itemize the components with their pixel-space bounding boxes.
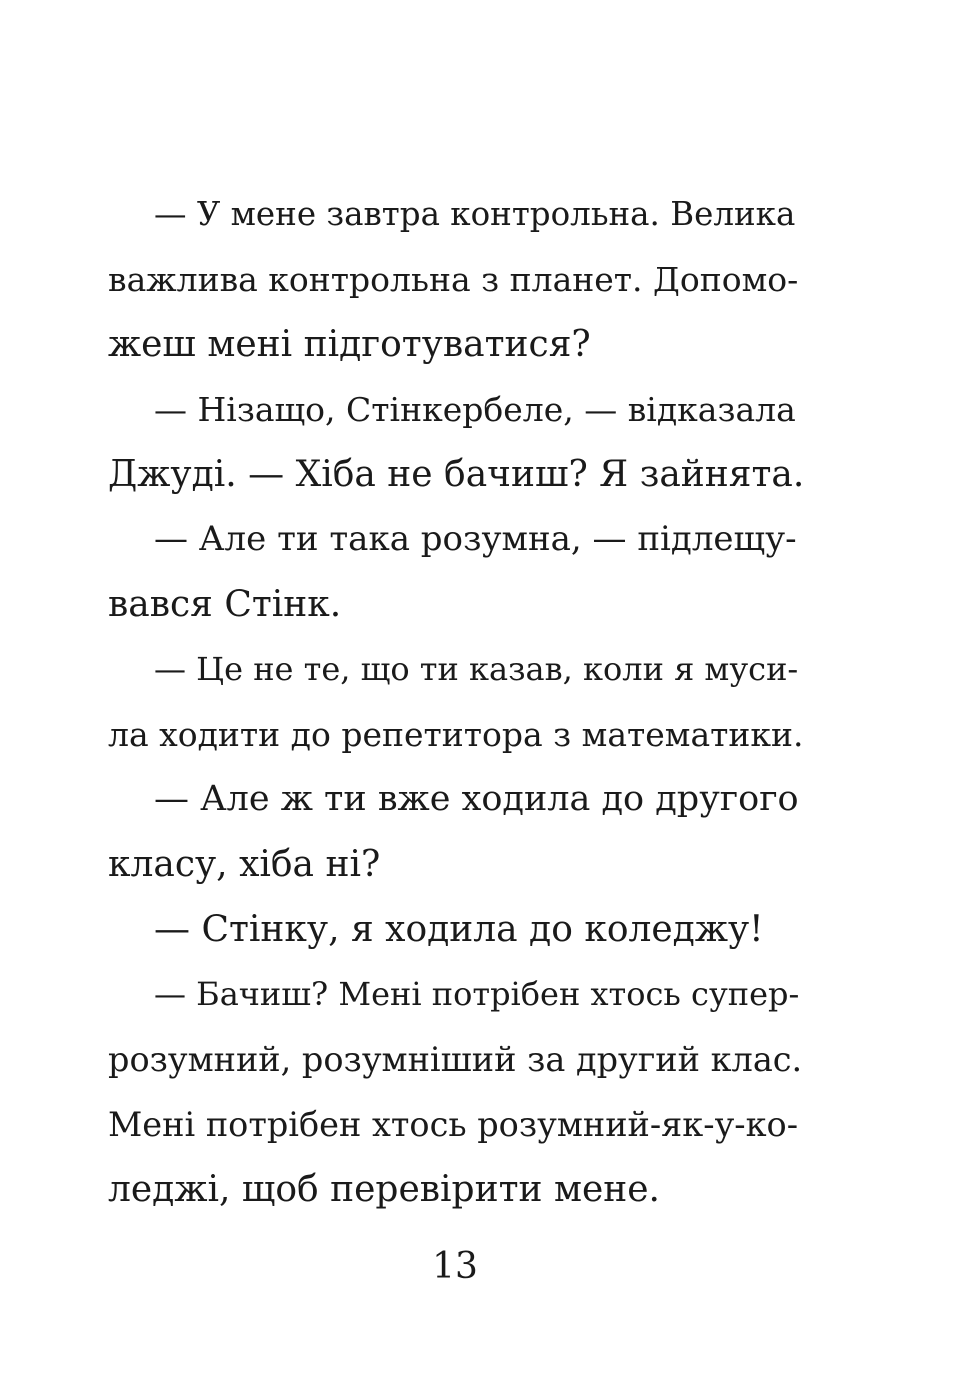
text-line: — Але ж ти вже ходила до другого — [154, 779, 799, 819]
text-line: — Бачиш? Мені потрібен хтось супер- — [154, 975, 800, 1013]
page-number: 13 — [432, 1246, 478, 1287]
text-line: — Але ти така розумна, — підлещу- — [154, 519, 797, 559]
text-line: жеш мені підготуватися? — [108, 324, 591, 365]
body-text — [108, 182, 804, 1222]
text-line: — Стінку, я ходила до коледжу! — [154, 909, 764, 950]
text-line: класу, хіба ні? — [108, 844, 381, 885]
text-line: важлива контрольна з планет. Допомо- — [108, 260, 799, 299]
text-line: вався Стінк. — [108, 584, 342, 625]
text-line: розумний, розумніший за другий клас. — [108, 1040, 803, 1079]
text-line: Мені потрібен хтось розумний-як-у-ко- — [108, 1105, 799, 1144]
text-line: ла ходити до репетитора з математики. — [108, 715, 804, 754]
text-line: — Це не те, що ти казав, коли я муси- — [154, 650, 799, 688]
text-line: — Нізащо, Стінкербеле, — відказала — [154, 390, 796, 429]
text-line: леджі, щоб перевірити мене. — [108, 1169, 660, 1210]
text-line: — У мене завтра контрольна. Велика — [154, 195, 796, 233]
text-line: Джуді. — Хіба не бачиш? Я зайнята. — [108, 454, 805, 495]
